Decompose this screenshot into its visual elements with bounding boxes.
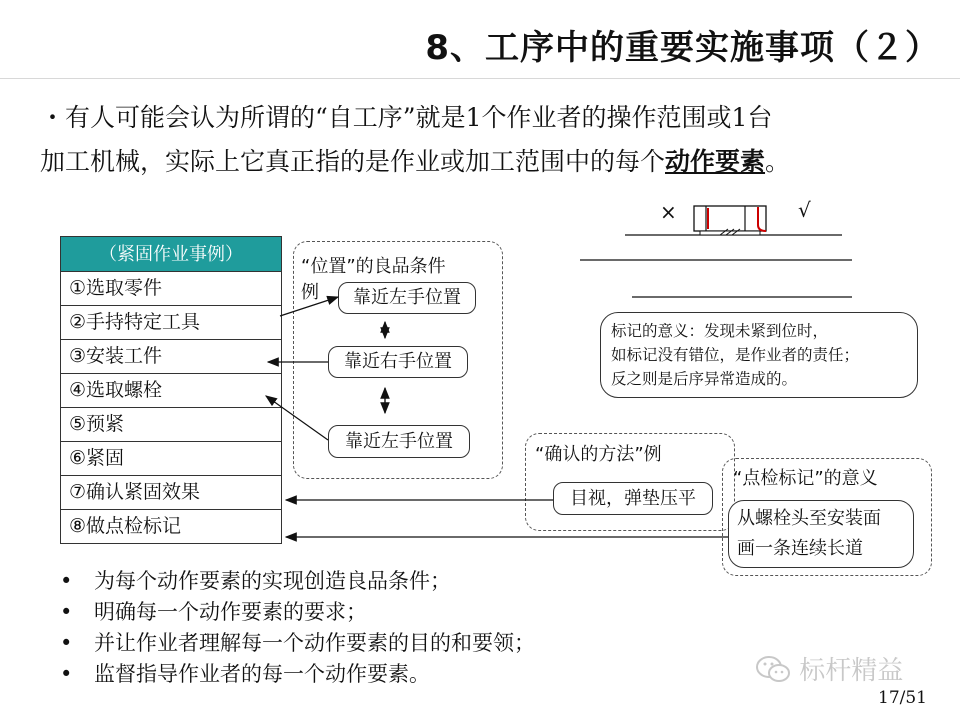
watermark-text: 标杆精益: [799, 656, 904, 686]
intro-emphasis: 动作要素: [665, 147, 766, 176]
wrong-mark-icon: ×: [660, 200, 677, 224]
marking-pill-line-1: 从螺栓头至安装面: [737, 508, 881, 529]
list-item: [60, 597, 760, 628]
list-item: [60, 566, 760, 597]
bullet-dot: •: [60, 600, 73, 624]
position-pill-left-1: 靠近左手位置: [338, 282, 476, 314]
position-box-label-2: 例: [301, 282, 319, 303]
table-row: ⑥紧固: [60, 442, 282, 476]
table-row: ③安装工件: [60, 340, 282, 374]
table-row: ④选取螺栓: [60, 374, 282, 408]
table-row: ①选取零件: [60, 272, 282, 306]
bullet-text: 为每个动作要素的实现创造良品条件；: [94, 569, 451, 593]
table-row: ⑤预紧: [60, 408, 282, 442]
bullet-text: 监督指导作业者的每一个动作要素。: [94, 662, 430, 686]
note-line-3: 反之则是后序异常造成的。: [611, 370, 798, 388]
intro-line-2-end: 。: [765, 147, 791, 176]
marking-pill-line-2: 画一条连续长道: [737, 538, 863, 559]
summary-bullets: [60, 566, 760, 690]
page-number: 17/51: [878, 688, 927, 708]
correct-mark-icon: √: [798, 198, 811, 222]
position-box-label: “位置”的良品条件: [301, 256, 446, 277]
confirm-pill: 目视，弹垫压平: [553, 482, 713, 515]
intro-line-2-text: 加工机械，实际上它真正指的是作业或加工范围中的每个: [40, 147, 666, 176]
confirm-box-label: “确认的方法”例: [535, 444, 662, 465]
table-row: ②手持特定工具: [60, 306, 282, 340]
bullet-dot: •: [60, 569, 73, 593]
intro-line-1: ・有人可能会认为所谓的“自工序”就是1个作业者的操作范围或1台: [40, 103, 773, 132]
note-line-1: 标记的意义：发现未紧到位时，: [611, 322, 829, 340]
table-row: ⑦确认紧固效果: [60, 476, 282, 510]
list-item: [60, 659, 760, 690]
position-pill-right: 靠近右手位置: [328, 346, 468, 378]
note-line-2: 如标记没有错位，是作业者的责任；: [611, 346, 860, 364]
bullet-dot: •: [60, 631, 73, 655]
list-item: [60, 628, 760, 659]
marking-box-label: “点检标记”的意义: [733, 468, 878, 489]
arrow-left-pos-to-bolt: [266, 396, 328, 440]
bullet-text: 并让作业者理解每一个动作要素的目的和要领；: [94, 631, 535, 655]
page-title: 8、工序中的重要实施事项（２）: [425, 28, 940, 68]
table-row: ⑧做点检标记: [60, 510, 282, 544]
steps-table-header: （紧固作业事例）: [60, 236, 282, 272]
arrow-tool-to-left-pos: [280, 297, 338, 316]
bullet-dot: •: [60, 662, 73, 686]
position-pill-left-2: 靠近左手位置: [328, 425, 470, 458]
bullet-text: 明确每一个动作要素的要求；: [94, 600, 367, 624]
wechat-icon: [755, 654, 791, 684]
watermark: [755, 650, 903, 687]
